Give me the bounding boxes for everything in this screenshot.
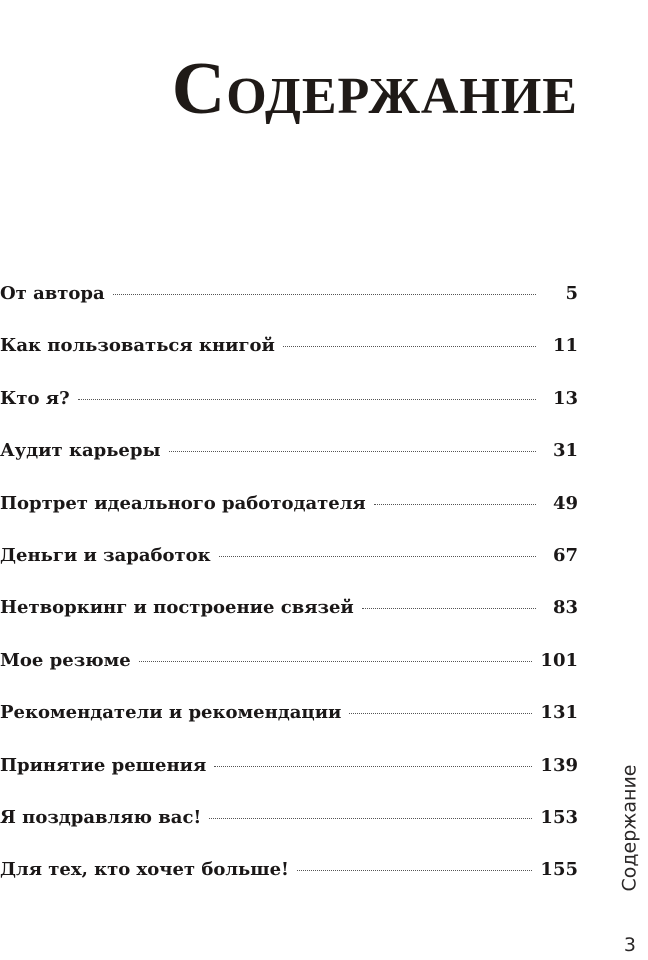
toc-entry-title: Как пользоваться книгой bbox=[0, 335, 275, 357]
toc-entry[interactable] bbox=[0, 429, 578, 481]
toc-entry[interactable] bbox=[0, 377, 578, 429]
dot-leader bbox=[283, 346, 536, 347]
toc-entry-page: 13 bbox=[552, 387, 578, 409]
toc-entry-page: 139 bbox=[540, 754, 578, 776]
toc-entry-title: Деньги и заработок bbox=[0, 544, 211, 566]
dot-leader bbox=[362, 608, 536, 609]
toc-entry[interactable] bbox=[0, 848, 578, 900]
toc-entry-page: 31 bbox=[552, 440, 578, 462]
toc-entry-page: 155 bbox=[540, 859, 578, 881]
toc-entry-page: 49 bbox=[552, 492, 578, 514]
dot-leader bbox=[139, 661, 533, 662]
toc-entry[interactable] bbox=[0, 639, 578, 691]
table-of-contents bbox=[0, 272, 578, 901]
toc-entry-title: От автора bbox=[0, 283, 105, 304]
toc-entry[interactable] bbox=[0, 744, 578, 796]
dot-leader bbox=[169, 451, 537, 452]
dot-leader bbox=[219, 556, 536, 557]
dot-leader bbox=[78, 399, 536, 400]
toc-entry-page: 101 bbox=[540, 649, 578, 671]
toc-entry-page: 11 bbox=[552, 335, 578, 357]
toc-entry[interactable] bbox=[0, 691, 578, 743]
running-header bbox=[612, 766, 646, 890]
page-number: 3 bbox=[623, 934, 636, 956]
toc-entry-title: Кто я? bbox=[0, 387, 70, 409]
toc-entry-title: Для тех, кто хочет больше! bbox=[0, 859, 289, 881]
toc-entry[interactable] bbox=[0, 272, 578, 324]
toc-entry[interactable] bbox=[0, 534, 578, 586]
dot-leader bbox=[297, 870, 532, 871]
toc-entry[interactable] bbox=[0, 324, 578, 376]
dot-leader bbox=[374, 504, 536, 505]
toc-entry-page: 67 bbox=[552, 544, 578, 566]
dot-leader bbox=[349, 713, 532, 714]
toc-entry-page: 153 bbox=[540, 806, 578, 828]
toc-entry-title: Портрет идеального работодателя bbox=[0, 492, 366, 514]
toc-entry-title: Принятие решения bbox=[0, 754, 207, 776]
dot-leader bbox=[113, 294, 536, 295]
dot-leader bbox=[214, 766, 532, 767]
dot-leader bbox=[209, 818, 532, 819]
toc-entry-page: 131 bbox=[540, 702, 578, 724]
toc-entry-page: 83 bbox=[552, 597, 578, 619]
toc-entry-title: Мое резюме bbox=[0, 649, 131, 671]
toc-entry[interactable] bbox=[0, 586, 578, 638]
toc-entry-title: Нетворкинг и построение связей bbox=[0, 597, 354, 619]
toc-entry-title: Аудит карьеры bbox=[0, 440, 161, 462]
toc-entry[interactable] bbox=[0, 796, 578, 848]
toc-entry-title: Я поздравляю вас! bbox=[0, 806, 202, 828]
toc-entry-page: 5 bbox=[565, 283, 578, 304]
toc-entry-title: Рекомендатели и рекомендации bbox=[0, 702, 342, 724]
running-header-text: Содержание bbox=[618, 764, 640, 892]
page-title: Содержание bbox=[171, 47, 578, 130]
toc-entry[interactable] bbox=[0, 482, 578, 534]
